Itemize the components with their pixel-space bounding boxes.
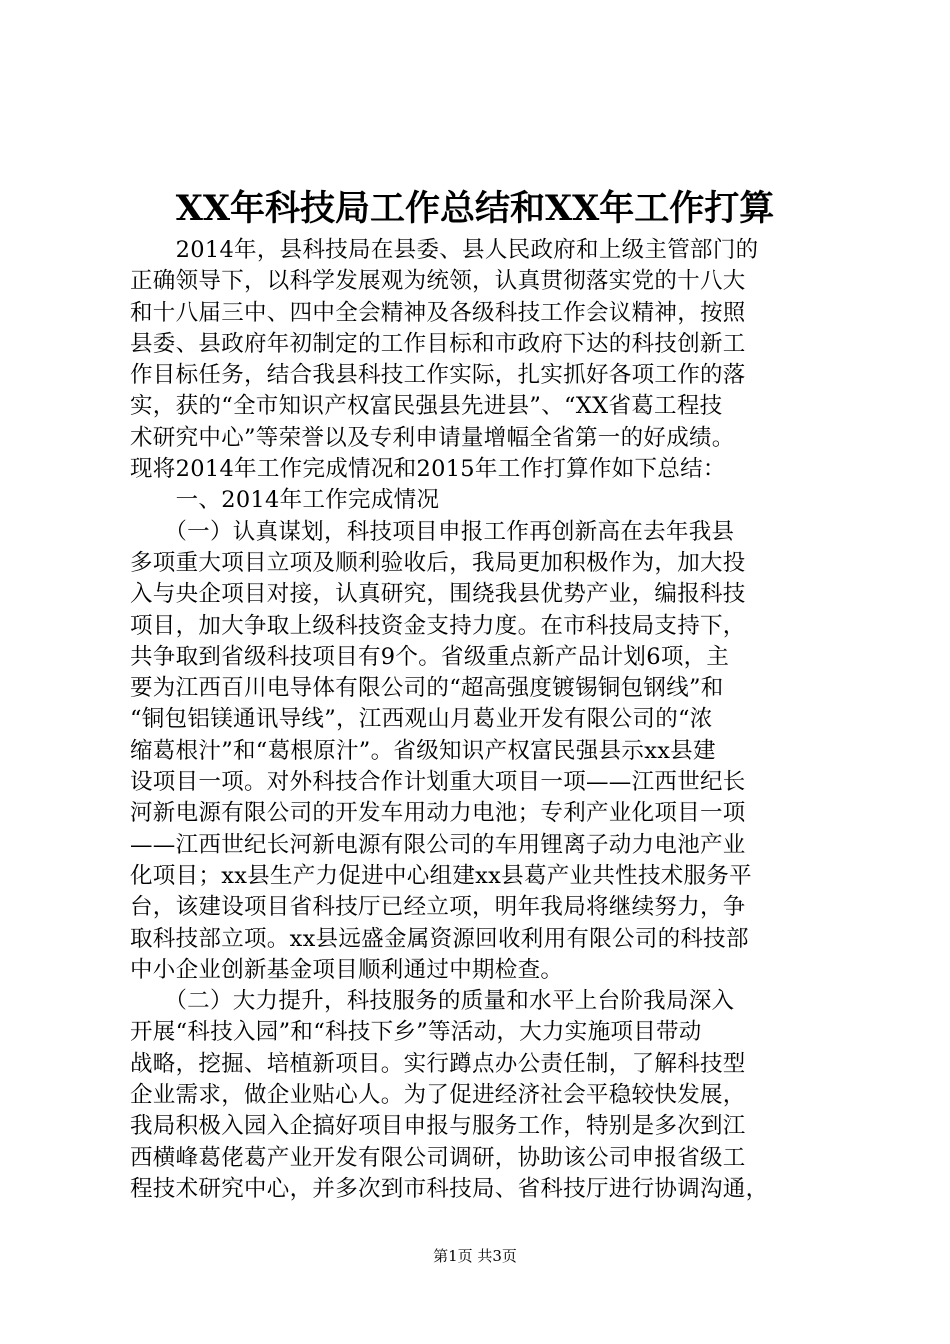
body-line: 中小企业创新基金项目顺利通过中期检查。 — [130, 956, 564, 983]
body-line: 术研究中心”等荣誉以及专利申请量增幅全省第一的好成绩。 — [130, 424, 735, 451]
body-line: 台，该建设项目省科技厅已经立项，明年我局将继续努力，争 — [130, 894, 746, 921]
body-line: 多项重大项目立项及顺利验收后，我局更加积极作为，加大投 — [130, 549, 746, 576]
body-line: 企业需求，做企业贴心人。为了促进经济社会平稳较快发展， — [130, 1082, 746, 1109]
body-line: 河新电源有限公司的开发车用动力电池；专利产业化项目一项 — [130, 800, 746, 827]
section-heading: 一、2014年工作完成情况 — [130, 487, 440, 514]
body-line: 我局积极入园入企搞好项目申报与服务工作，特别是多次到江 — [130, 1113, 746, 1140]
body-line: 共争取到省级科技项目有9个。省级重点新产品计划6项，主 — [130, 643, 730, 670]
body-line: 项目，加大争取上级科技资金支持力度。在市科技局支持下， — [130, 612, 746, 639]
body-line: 西横峰葛佬葛产业开发有限公司调研，协助该公司申报省级工 — [130, 1144, 746, 1171]
body-line: 开展“科技入园”和“科技下乡”等活动，大力实施项目带动 — [130, 1019, 702, 1046]
body-line: 取科技部立项。xx县远盛金属资源回收利用有限公司的科技部 — [130, 925, 749, 952]
body-line: 县委、县政府年初制定的工作目标和市政府下达的科技创新工 — [130, 330, 746, 357]
body-line: 化项目；xx县生产力促进中心组建xx县葛产业共性技术服务平 — [130, 862, 752, 889]
body-line: 2014年，县科技局在县委、县人民政府和上级主管部门的 — [130, 237, 759, 263]
document-body — [130, 235, 860, 1205]
body-line: （一）认真谋划，科技项目申报工作再创新高在去年我县 — [130, 518, 735, 545]
body-line: 程技术研究中心，并多次到市科技局、省科技厅进行协调沟通， — [130, 1175, 769, 1202]
body-line: 战略，挖掘、培植新项目。实行蹲点办公责任制，了解科技型 — [130, 1050, 746, 1077]
page-footer: 第1页 共3页 — [433, 1247, 517, 1265]
body-line: 和十八届三中、四中全会精神及各级科技工作会议精神，按照 — [130, 299, 746, 326]
body-line: 设项目一项。对外科技合作计划重大项目一项——江西世纪长 — [130, 769, 746, 796]
body-line: 入与央企项目对接，认真研究，围绕我县优势产业，编报科技 — [130, 581, 746, 608]
body-line: 实，获的“全市知识产权富民强县先进县”、“XX省葛工程技 — [130, 393, 723, 420]
body-line: 现将2014年工作完成情况和2015年工作打算作如下总结： — [130, 456, 726, 483]
body-line: 要为江西百川电导体有限公司的“超高强度镀锡铜包钢线”和 — [130, 675, 724, 702]
body-line: ——江西世纪长河新电源有限公司的车用锂离子动力电池产业 — [130, 831, 746, 858]
body-line: （二）大力提升，科技服务的质量和水平上台阶我局深入 — [130, 988, 735, 1015]
body-line: “铜包铝镁通讯导线”，江西观山月葛业开发有限公司的“浓 — [130, 706, 713, 733]
document-title: XX年科技局工作总结和XX年工作打算 — [175, 188, 775, 229]
body-line: 缩葛根汁”和“葛根原汁”。省级知识产权富民强县示xx县建 — [130, 737, 716, 764]
body-line: 正确领导下，以科学发展观为统领，认真贯彻落实党的十八大 — [130, 268, 746, 295]
body-line: 作目标任务，结合我县科技工作实际，扎实抓好各项工作的落 — [130, 362, 746, 389]
